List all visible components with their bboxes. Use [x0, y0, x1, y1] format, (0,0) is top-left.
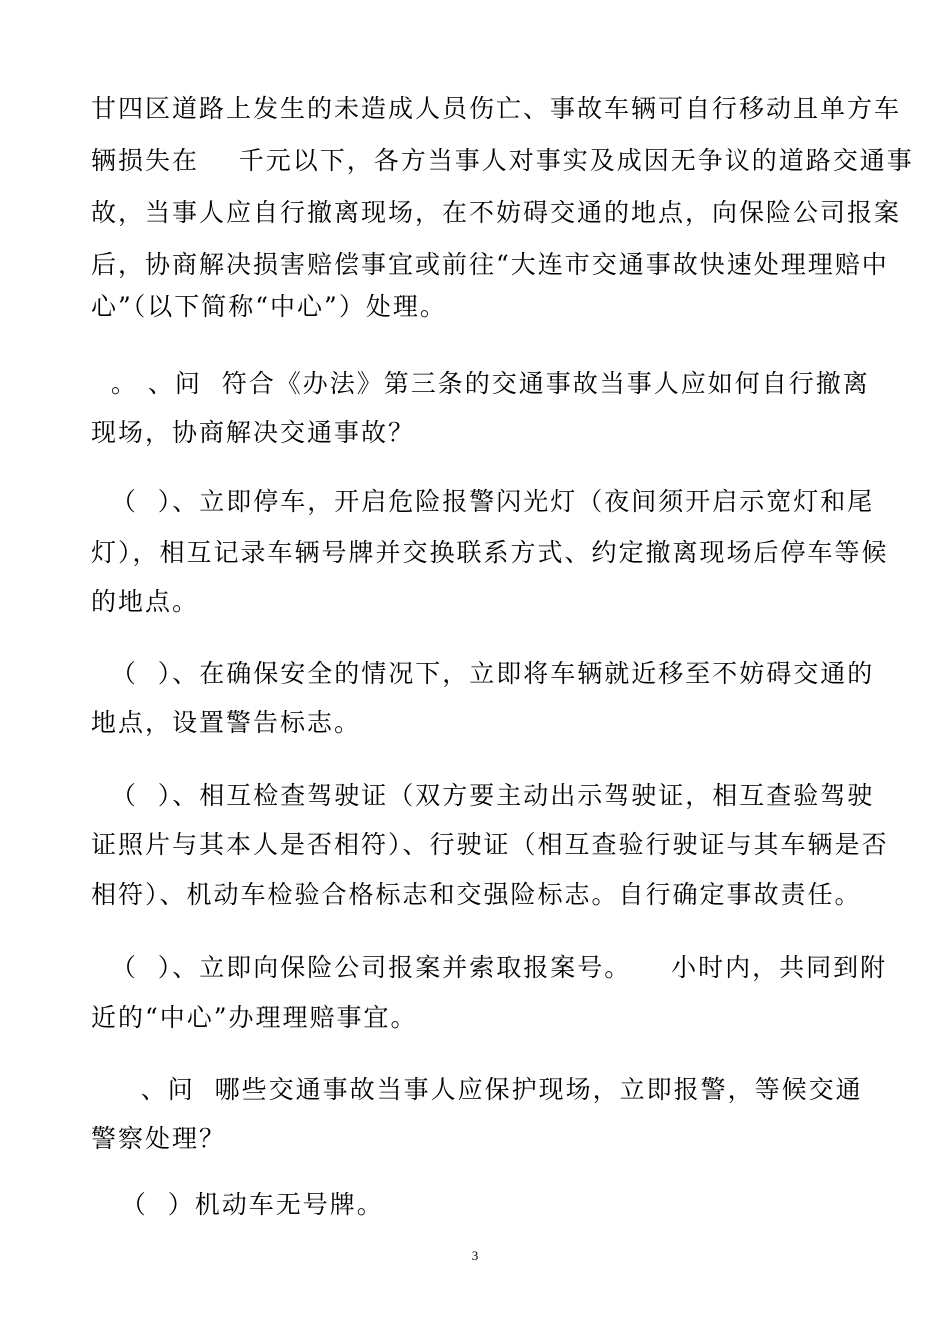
- page-number: 3: [471, 1248, 479, 1263]
- paragraph-3-line-1: （ ）、立即停车，开启危险报警闪光灯（夜间须开启示宽灯和尾: [91, 487, 875, 516]
- paragraph-5-line-3: 相符）、机动车检验合格标志和交强险标志。自行确定事故责任。: [91, 880, 862, 909]
- paragraph-1-line-1: 甘四区道路上发生的未造成人员伤亡、事故车辆可自行移动且单方车: [91, 94, 902, 123]
- paragraph-2-line-1: 。 、问 符合《办法》第三条的交通事故当事人应如何自行撤离: [91, 369, 870, 398]
- paragraph-4-line-2: 地点，设置警告标志。: [91, 708, 362, 737]
- paragraph-3-line-2: 灯），相互记录车辆号牌并交换联系方式、约定撤离现场后停车等候: [91, 538, 889, 567]
- paragraph-1-line-4: 后，协商解决损害赔偿事宜或前往“大连市交通事故快速处理理赔中: [91, 250, 889, 279]
- paragraph-6-line-2: 近的“中心”办理理赔事宜。: [91, 1003, 418, 1032]
- paragraph-7-line-2: 警察处理？: [91, 1124, 227, 1153]
- paragraph-4-line-1: （ ）、在确保安全的情况下，立即将车辆就近移至不妨碍交通的: [91, 659, 875, 688]
- paragraph-3-line-3: 的地点。: [91, 587, 200, 616]
- paragraph-5-line-1: （ ）、相互检查驾驶证（双方要主动出示驾驶证，相互查验驾驶: [91, 781, 875, 810]
- paragraph-2-line-2: 现场，协商解决交通事故？: [91, 418, 416, 447]
- paragraph-1-line-3: 故，当事人应自行撤离现场，在不妨碍交通的地点，向保险公司报案: [91, 198, 902, 227]
- paragraph-8-line-1: （ ）机动车无号牌。: [91, 1190, 384, 1219]
- paragraph-5-line-2: 证照片与其本人是否相符）、行驶证（相互查验行驶证与其车辆是否: [91, 830, 889, 859]
- paragraph-6-line-1: （ ）、立即向保险公司报案并索取报案号。 小时内，共同到附: [91, 953, 888, 982]
- paragraph-7-line-1: 、问 哪些交通事故当事人应保护现场，立即报警，等候交通: [91, 1075, 863, 1104]
- paragraph-1-line-2: 辆损失在 千元以下，各方当事人对事实及成因无争议的道路交通事: [91, 146, 914, 175]
- paragraph-1-line-5: 心”（以下简称“中心”）处理。: [91, 292, 447, 321]
